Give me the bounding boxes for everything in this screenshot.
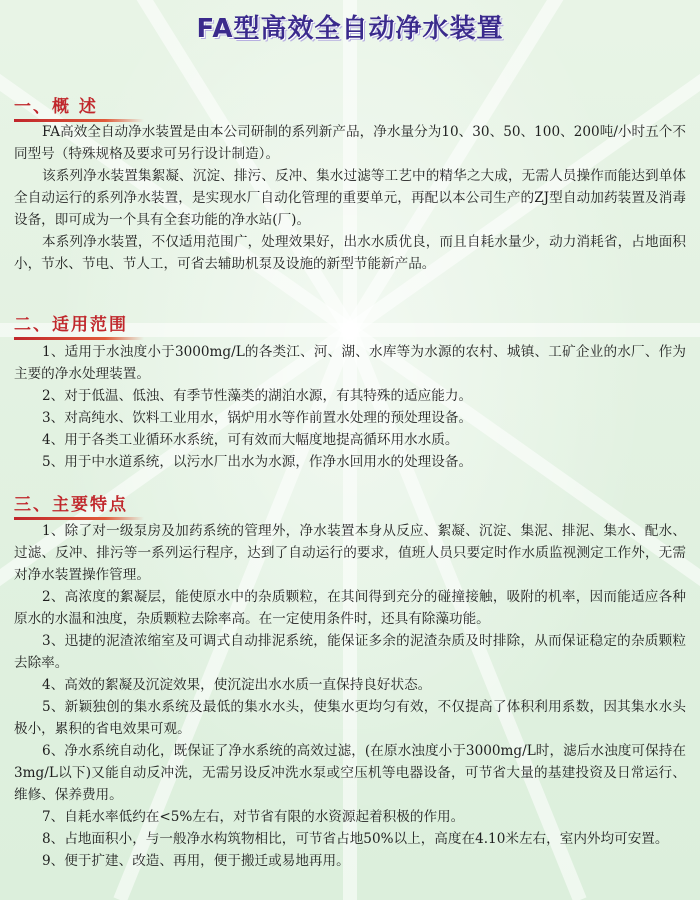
list-item: 4、高效的絮凝及沉淀效果，使沉淀出水水质一直保持良好状态。 [42,677,432,693]
section-scope-body [14,341,686,473]
paragraph: 本系列净水装置，不仅适用范围广，处理效果好，出水水质优良，而且自耗水量少，动力消耗省，占地面积小，节水、节电、节人工，可省去辅助机泵及设施的新型节能新产品。 [14,234,686,272]
list-item: 4、用于各类工业循环水系统，可有效而大幅度地提高循环用水水质。 [42,432,459,448]
list-item: 6、净水系统自动化，既保证了净水系统的高效过滤，(在原水浊度小于3000mg/L时，滤后水浊度可保持在3mg/L以下)又能自动反冲洗，无需另设反冲洗水泵或空压机等电器设备，可节省大量的基建投资及日常运行、维修、保养费用。 [14,743,686,803]
heading-underline [14,337,144,340]
section-heading-text: 三、主要特点 [14,495,128,515]
list-item: 7、自耗水率低约在<5%左右，对节省有限的水资源起着积极的作用。 [42,809,465,825]
section-features-body [14,520,686,872]
section-heading-features [14,490,128,515]
list-item: 8、占地面积小，与一般净水构筑物相比，可节省占地50%以上，高度在4.10米左右，室内外均可安置。 [42,831,669,847]
list-item: 5、新颖独创的集水系统及最低的集水水头，使集水更均匀有效，不仅提高了体积利用系数，因其集水水头极小，累积的省电效果可观。 [14,699,686,737]
list-item: 3、对高纯水、饮料工业用水，锅炉用水等作前置水处理的预处理设备。 [42,410,473,426]
list-item: 1、除了对一级泵房及加药系统的管理外，净水装置本身从反应、絮凝、沉淀、集泥、排泥、集水、配水、过滤、反冲、排污等一系列运行程序，达到了自动运行的要求，值班人员只要定时作水质监视测定工作外，无需对净水装置操作管理。 [14,523,686,583]
section-heading-text: 一、概 述 [14,97,98,117]
list-item: 2、对于低温、低浊、有季节性藻类的湖泊水源，有其特殊的适应能力。 [42,388,473,404]
section-overview-body [14,121,686,275]
list-item: 5、用于中水道系统，以污水厂出水为水源，作净水回用水的处理设备。 [42,454,473,470]
list-item: 9、便于扩建、改造、再用，便于搬迁或易地再用。 [42,853,350,869]
section-heading-overview [14,92,98,117]
list-item: 2、高浓度的絮凝层，能使原水中的杂质颗粒，在其间得到充分的碰撞接触，吸附的机率，因而能适应各种原水的水温和浊度，杂质颗粒去除率高。在一定使用条件时，还具有除藻功能。 [14,589,686,627]
page-title: FA型高效全自动净水装置 [196,14,504,44]
section-heading-scope [14,310,128,335]
paragraph: FA高效全自动净水装置是由本公司研制的系列新产品，净水量分为10、30、50、100、200吨/小时五个不同型号（特殊规格及要求可另行设计制造）。 [14,124,686,162]
paragraph: 该系列净水装置集絮凝、沉淀、排污、反冲、集水过滤等工艺中的精华之大成，无需人员操作而能达到单体全自动运行的系列净水装置，是实现水厂自动化管理的重要单元，再配以本公司生产的ZJ型自动加药装置及消毒设备，即可成为一个具有全套功能的净水站(厂)。 [14,168,686,228]
list-item: 1、适用于水浊度小于3000mg/L的各类江、河、湖、水库等为水源的农村、城镇、工矿企业的水厂、作为主要的净水处理装置。 [14,344,686,382]
section-heading-text: 二、适用范围 [14,315,128,335]
list-item: 3、迅捷的泥渣浓缩室及可调式自动排泥系统，能保证多余的泥渣杂质及时排除，从而保证稳定的杂质颗粒去除率。 [14,633,686,671]
